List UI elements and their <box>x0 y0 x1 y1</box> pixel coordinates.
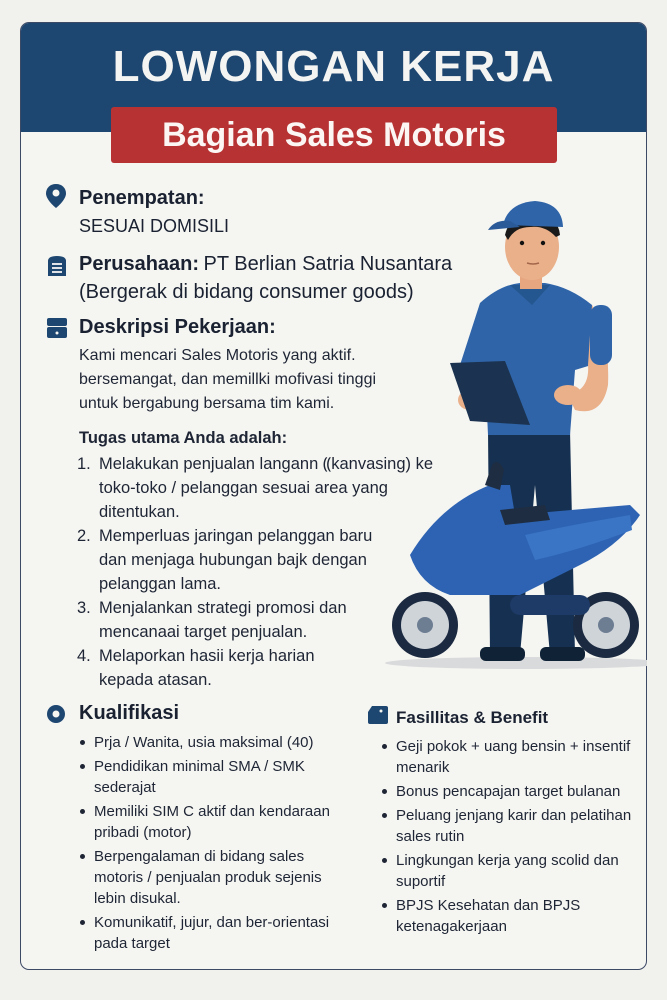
tag-icon <box>368 706 388 724</box>
company-note: (Bergerak di bidang consumer goods) <box>79 281 414 303</box>
task-number: 3. <box>77 599 91 617</box>
benefit-item: BPJS Kesehatan dan BPJS ketenagakerjaan <box>378 895 658 937</box>
position-banner: Bagian Sales Motoris <box>111 107 557 163</box>
task-line: mencanaai target penjualan. <box>99 623 308 641</box>
poster-title: LOWONGAN KERJA <box>112 42 555 91</box>
tasks-heading: Tugas utama Anda adalah: <box>79 429 288 447</box>
company-line <box>79 252 452 276</box>
qualification-item: Memiliki SIM C aktif dan kendaraan pribadi (motor) <box>76 801 341 843</box>
task-item <box>77 596 479 644</box>
description-line: bersemangat, dan memillki mofivasi tinggi <box>79 371 377 388</box>
description-line: untuk bergabung bersama tim kami. <box>79 395 335 412</box>
placement-label: Penempatan: <box>79 187 205 209</box>
job-description-text <box>79 344 419 416</box>
benefit-item: Lingkungan kerja yang scolid dan suportif <box>378 850 658 892</box>
tasks-section <box>79 426 479 692</box>
benefit-item: Bonus pencapajan target bulanan <box>378 781 658 802</box>
benefits-list <box>378 736 658 940</box>
task-line: kepada atasan. <box>99 671 212 689</box>
task-line: Menjalankan strategi promosi dan <box>99 599 347 617</box>
task-line: Melakukan penjualan langann ⸨kanvasing) ke <box>99 455 434 473</box>
placement-value: SESUAI DOMISILI <box>79 216 230 236</box>
task-item <box>77 452 479 524</box>
benefits-label: Fasillitas & Benefit <box>396 708 549 727</box>
benefit-item: Geji pokok + uang bensin + insentif menarik <box>378 736 658 778</box>
qualification-item: Prja / Wanita, usia maksimal (40) <box>76 732 341 753</box>
location-pin-icon <box>45 183 67 209</box>
qualification-item: Pendidikan minimal SMA / SMK sederajat <box>76 756 341 798</box>
task-line: dan menjaga hubungan bajk dengan <box>99 551 367 569</box>
task-line: ditentukan. <box>99 503 180 521</box>
task-item <box>77 644 479 692</box>
company-label: Perusahaan: <box>79 253 200 275</box>
job-description-label: Deskripsi Pekerjaan: <box>79 316 276 338</box>
task-line: toko-toko / pelanggan sesuai area yang <box>99 479 388 497</box>
task-item <box>77 524 479 596</box>
task-line: pelanggan lama. <box>99 575 222 593</box>
task-number: 2. <box>77 527 91 545</box>
tasks-list <box>77 452 479 692</box>
task-number: 4. <box>77 647 91 665</box>
qualification-item: Berpengalaman di bidang sales motoris / penjualan produk sejenis lebin disukal. <box>76 846 341 909</box>
qualifications-label: Kualifikasi <box>79 702 180 724</box>
building-icon <box>47 255 67 277</box>
description-line: Kami mencari Sales Motoris yang aktif. <box>79 347 356 364</box>
task-line: Memperluas jaringan pelanggan baru <box>99 527 373 545</box>
company-name: PT Berlian Satria Nusantara <box>203 253 453 275</box>
benefit-item: Peluang jenjang karir dan pelatihan sales rutin <box>378 805 658 847</box>
qualifications-list <box>76 732 341 957</box>
qualification-item: Komunikatif, jujur, dan ber-orientasi pada target <box>76 912 341 954</box>
cabinet-icon <box>47 318 67 338</box>
circle-pin-icon <box>46 704 66 724</box>
task-line: Melaporkan hasii kerja harian <box>99 647 315 665</box>
task-number: 1. <box>77 455 91 473</box>
